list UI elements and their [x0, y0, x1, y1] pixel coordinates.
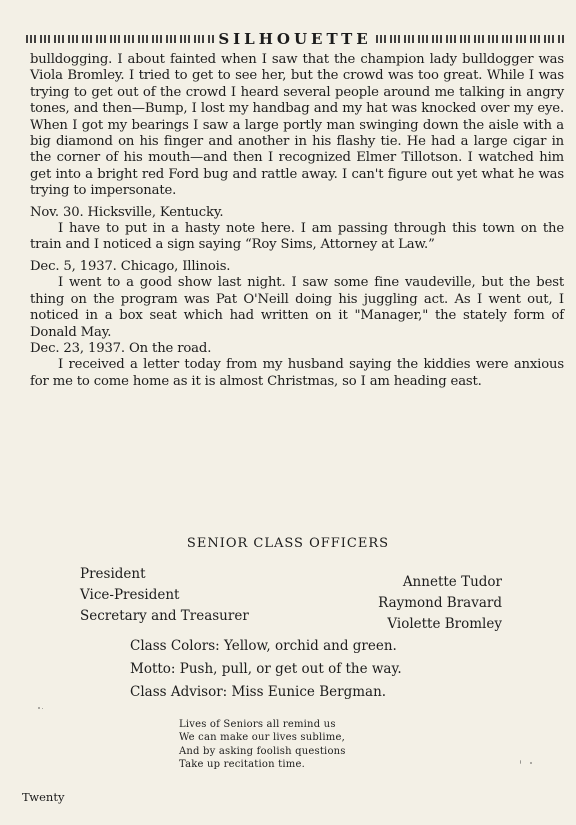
- officer-name: Annette Tudor: [402, 574, 502, 590]
- entry-paragraph: I received a letter today from my husband saying the kiddies were anxious for me to come home as it is almost Christmas, so I am heading east.: [30, 357, 564, 389]
- officer-name: Raymond Bravard: [378, 595, 502, 611]
- entry-heading: Dec. 23, 1937. On the road.: [30, 340, 212, 356]
- entry-heading: Dec. 5, 1937. Chicago, Illinois.: [30, 258, 231, 274]
- page-header: [26, 29, 564, 49]
- header-ornament-left: [26, 35, 214, 43]
- page-title: SILHOUETTE: [218, 30, 372, 48]
- poem-line: Take up recitation time.: [179, 758, 305, 770]
- officer-name: Violette Bromley: [387, 616, 502, 632]
- officers-heading: SENIOR CLASS OFFICERS: [186, 536, 390, 551]
- print-speck: [42, 708, 43, 709]
- entry-heading: Nov. 30. Hicksville, Kentucky.: [30, 204, 224, 220]
- poem-line: Lives of Seniors all remind us: [179, 719, 336, 730]
- class-colors: Class Colors: Yellow, orchid and green.: [130, 638, 397, 654]
- header-ornament-right: [376, 35, 564, 43]
- officer-role: President: [80, 566, 146, 582]
- print-speck: [38, 707, 40, 709]
- print-speck: [520, 760, 521, 764]
- class-motto: Motto: Push, pull, or get out of the way.: [130, 661, 402, 677]
- poem-line: We can make our lives sublime,: [179, 732, 345, 744]
- entry-paragraph: I went to a good show last night. I saw some fine vaudeville, but the best thing on the program was Pat O'Neill doing his juggling act. As I went out, I noticed in a box seat which had written on it "Manager," the stately form of Donald May.: [30, 275, 564, 340]
- class-advisor: Class Advisor: Miss Eunice Bergman.: [130, 684, 387, 700]
- entry-paragraph: I have to put in a hasty note here. I am passing through this town on the train and I noticed a sign saying “Roy Sims, Attorney at Law.”: [30, 221, 564, 253]
- diary-text: [30, 52, 564, 390]
- page-number: Twenty: [22, 790, 65, 804]
- officer-role: Vice-President: [80, 587, 180, 603]
- entry-paragraph: bulldogging. I about fainted when I saw that the champion lady bulldogger was Viola Bromley. I tried to get to see her, but the crowd was too great. While I was trying to get out of the crowd I heard several people around me talking in angry tones, and then—Bump, I lost my handbag and my hat was knocked over my eye. When I got my bearings I saw a large portly man swinging down the aisle with a big diamond on his finger and another in his flashy tie. He had a large cigar in the corner of his mouth—and then I recognized Elmer Tillotson. I watched him get into a bright red Ford bug and rattle away. I can't figure out yet what he was trying to impersonate.: [30, 52, 564, 199]
- officer-role: Secretary and Treasurer: [80, 608, 249, 624]
- poem-line: And by asking foolish questions: [179, 745, 346, 757]
- poem: [179, 718, 346, 771]
- print-speck: [530, 762, 532, 764]
